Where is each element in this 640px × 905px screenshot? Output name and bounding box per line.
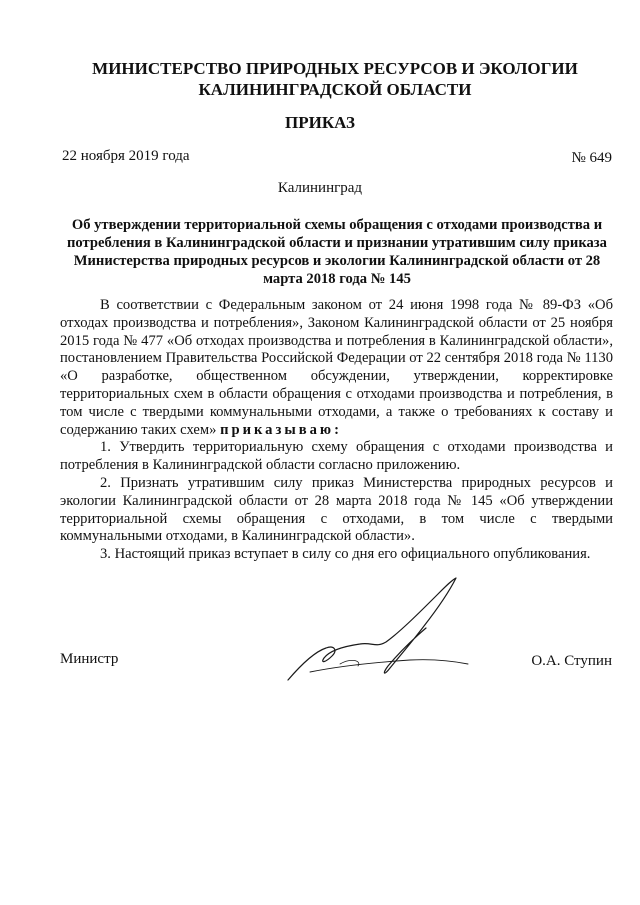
preamble-text: В соответствии с Федеральным законом от 24 июня 1998 года № 89-ФЗ «Об отходах производства и потребления», Законом Калининградской области от 25 ноября 2015 года № 477 «Об отходах производства и потребления в Калининградской области», постановлением Правительства Российской Федерации от 22 сентября 2018 года № 1130 «О разработке, общественном обсуждении, утверждении, корректировке территориальных схем в области обращения с отходами производства и потребления, в том числе с твердыми коммунальными отходами, а также о требованиях к составу и содержанию таких схем» <box>60 297 613 438</box>
order-item-3: 3. Настоящий приказ вступает в силу со дня его официального опубликования. <box>100 546 591 563</box>
document-city: Калининград <box>277 180 363 196</box>
document-subject: Об утверждении территориальной схемы обращения с отходами производства и потребления в Калининградской области и признании утратившим силу приказа Министерства природных ресурсов и экологии Калининградской области от 28 марта 2018 года № 145 <box>67 217 607 287</box>
signatory-position: Министр <box>60 651 119 667</box>
ministry-header <box>60 58 610 100</box>
handwritten-signature <box>280 568 480 693</box>
document-body <box>60 297 613 564</box>
signatory-name: О.А. Ступин <box>531 653 612 669</box>
document-number: № 649 <box>571 150 612 166</box>
preamble-paragraph <box>60 297 613 439</box>
order-item-2: 2. Признать утратившим силу приказ Министерства природных ресурсов и экологии Калининградской области от 28 марта 2018 года № 145 «Об утверждении территориальной схемы обращения с отходами, в том числе с твердыми коммунальными отходами, в Калининградской области». <box>60 474 613 545</box>
document-type: ПРИКАЗ <box>285 113 355 132</box>
document-date: 22 ноября 2019 года <box>62 148 190 164</box>
order-word: приказываю: <box>220 421 342 438</box>
order-item-1: 1. Утвердить территориальную схему обращения с отходами производства и потребления в Калининградской области согласно приложению. <box>60 439 613 474</box>
ministry-name-line2: КАЛИНИНГРАДСКОЙ ОБЛАСТИ <box>198 80 472 99</box>
ministry-name-line1: МИНИСТЕРСТВО ПРИРОДНЫХ РЕСУРСОВ И ЭКОЛОГИИ <box>92 59 578 78</box>
